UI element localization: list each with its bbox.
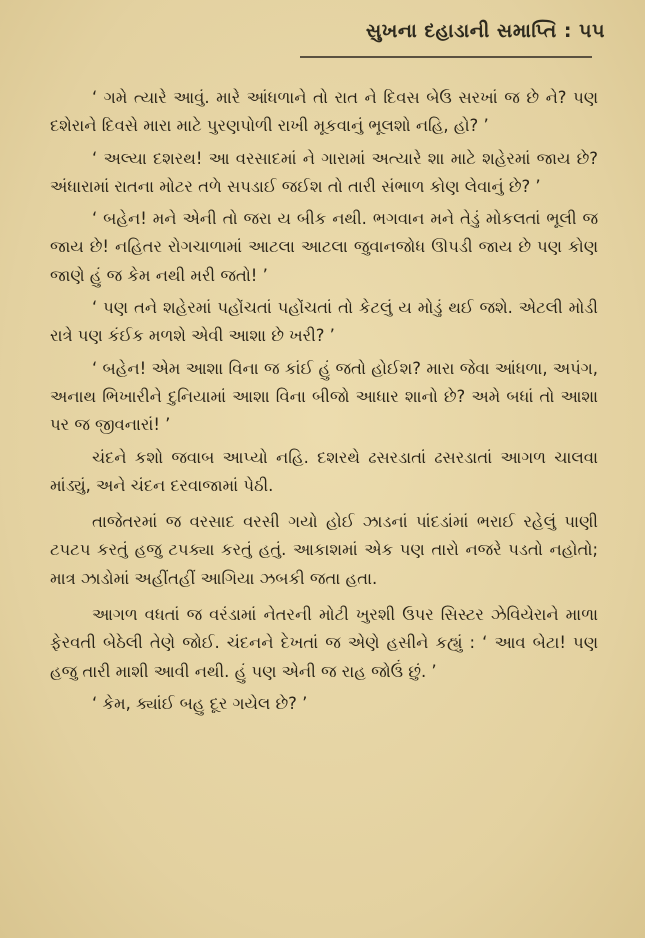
paragraph-6: ચંદને કશો જવાબ આપ્યો નહિ. દશરથે ઢસરડાતાં ઢસરડાતાં આગળ ચાલવા માંડ્યું, અને ચંદન દરવાજામાં પેઠી. [50,447,598,495]
paragraph-9: ‘ કેમ, ક્યાંઈ બહુ દૂર ગયેલ છે? ’ [92,693,308,713]
paragraph-3: ‘ બહેન! મને એની તો જરા ય બીક નથી. ભગવાન મને તેડું મોકલતાં ભૂલી જ જાય છે! નહિતર રોગચાળામાં આટલા આટલા જુવાનજોધ ઊપડી જાય છે પણ કોણ જાણે હું જ કેમ નથી મરી જતો! ’ [50,209,598,285]
paragraph-8: આગળ વધતાં જ વરંડામાં નેતરની મોટી ખુરશી ઉપર સિસ્ટર ઝેવિયેરાને માળા ફેરવતી બેઠેલી તેણે જોઈ. ચંદનને દેખતાં જ એણે હસીને કહ્યું : ‘ આવ બેટા! પણ હજુ તારી માશી આવી નથી. હું પણ એની જ રાહ જોઉં છું. ’ [50,605,598,681]
body-text [50,84,598,722]
header-rule [300,56,592,58]
paragraph-7: તાજેતરમાં જ વરસાદ વરસી ગયો હોઈ ઝાડનાં પાંદડાંમાં ભરાઈ રહેલું પાણી ટપટપ કરતું હજુ ટપક્યા કરતું હતું. આકાશમાં એક પણ તારો નજરે પડતો નહોતો; માત્ર ઝાડોમાં અહીંતહીં આગિયા ઝબકી જતા હતા. [50,512,598,588]
paragraph-5: ‘ બહેન! એમ આશા વિના જ કાંઈ હું જતો હોઈશ? મારા જેવા આંધળા, અપંગ, અનાથ ભિખારીને દુનિયામાં આશા વિના બીજો આધાર શાનો છે? અમે બધાં તો આશા પર જ જીવનારાં! ’ [50,358,598,435]
running-header: સુખના દહાડાની સમાપ્તિ : ૫૫ [365,20,605,42]
paragraph-1: ‘ ગમે ત્યારે આવું. મારે આંધળાને તો રાત ને દિવસ બેઉ સરખાં જ છે ને? પણ દશેરાને દિવસે મારા માટે પુરણપોળી રાખી મૂકવાનું ભૂલશો નહિ, હો? ’ [50,88,598,136]
paragraph-2: ‘ અલ્યા દશરથ! આ વરસાદમાં ને ગારામાં અત્યારે શા માટે શહેરમાં જાય છે? અંધારામાં રાતના મોટર તળે સપડાઈ જઈશ તો તારી સંભાળ કોણ લેવાનું છે? ’ [50,148,598,196]
paragraph-4: ‘ પણ તને શહેરમાં પહોંચતાં પહોંચતાં તો કેટલું ય મોડું થઈ જશે. એટલી મોડી રાત્રે પણ કંઈક મળશે એવી આશા છે ખરી? ’ [50,298,598,346]
